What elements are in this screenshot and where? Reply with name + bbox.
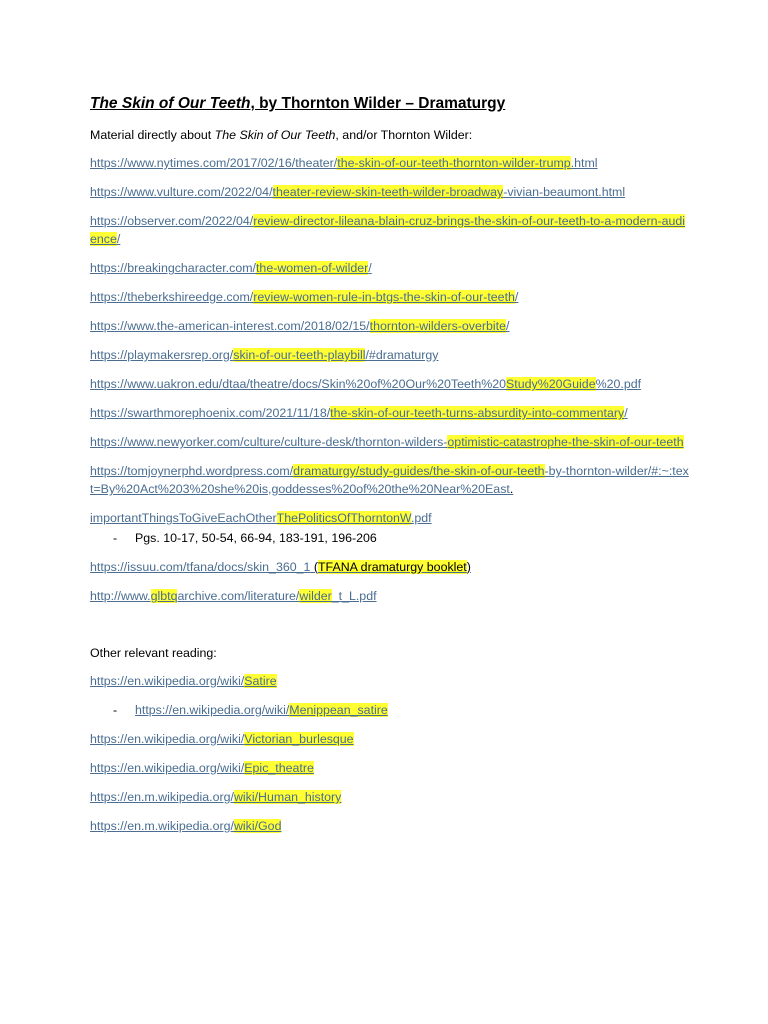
link-vulture[interactable] bbox=[90, 183, 690, 201]
link-nytimes[interactable] bbox=[90, 154, 690, 172]
link-highlight: the-women-of-wilder bbox=[255, 261, 369, 275]
link-highlight: skin-of-our-teeth-playbill bbox=[233, 348, 366, 362]
title-italic: The Skin of Our Teeth bbox=[90, 95, 251, 112]
link-politics-pdf[interactable] bbox=[90, 509, 690, 527]
link-observer[interactable] bbox=[90, 212, 690, 248]
link-part: / bbox=[116, 232, 121, 246]
link-part: / bbox=[624, 406, 628, 420]
link-part: https://en.wikipedia.org/wiki/ bbox=[90, 674, 245, 688]
link-part: -vivian-beaumont.html bbox=[503, 185, 626, 199]
bullet-dash: - bbox=[113, 531, 118, 545]
intro-italic: The Skin of Our Teeth bbox=[214, 128, 336, 142]
link-part: https://theberkshireedge.com/ bbox=[90, 290, 254, 304]
link-tomjoynerphd[interactable] bbox=[90, 462, 690, 498]
paren-open: ( bbox=[310, 560, 318, 574]
link-newyorker[interactable] bbox=[90, 433, 690, 451]
menippean-bullet bbox=[90, 701, 690, 719]
link-highlight: the-skin-of-our-teeth-thornton-wilder-trump bbox=[337, 156, 571, 170]
link-part: .html bbox=[570, 156, 598, 170]
link-wiki-god[interactable] bbox=[90, 817, 690, 835]
link-part: https://en.wikipedia.org/wiki/ bbox=[90, 761, 245, 775]
link-highlight: theater-review-skin-teeth-wilder-broadway bbox=[272, 185, 504, 199]
link-highlight: wiki/Human_history bbox=[233, 790, 342, 804]
link-highlight: Epic_theatre bbox=[244, 761, 314, 775]
link-highlight: Satire bbox=[244, 674, 277, 688]
paren-close: ) bbox=[466, 560, 471, 574]
link-part: / bbox=[368, 261, 372, 275]
link-highlight: the-skin-of-our-teeth-turns-absurdity-into-commentary bbox=[330, 406, 625, 420]
other-reading-heading: Other relevant reading: bbox=[90, 646, 217, 660]
link-highlight: thornton-wilders-overbite bbox=[369, 319, 506, 333]
link-part: https://playmakersrep.org/ bbox=[90, 348, 234, 362]
link-issuu-line bbox=[90, 558, 690, 576]
link-part: https://en.wikipedia.org/wiki/ bbox=[135, 703, 290, 717]
link-part: https://observer.com/2022/04/ bbox=[90, 214, 254, 228]
link-american-interest[interactable] bbox=[90, 317, 690, 335]
link-highlight: Study%20Guide bbox=[506, 377, 596, 391]
link-part: https://tomjoynerphd.wordpress.com/ bbox=[90, 464, 294, 478]
link-wiki-menippean[interactable] bbox=[135, 703, 388, 717]
link-wiki-epic-theatre[interactable] bbox=[90, 759, 690, 777]
pages-bullet bbox=[90, 529, 690, 547]
link-highlight: review-director-lileana-blain-cruz-brings-the-skin-of-our-teeth-to-a-modern-audience bbox=[90, 214, 686, 246]
link-part: / bbox=[505, 319, 510, 333]
link-part: http://www. bbox=[90, 589, 151, 603]
link-breakingcharacter[interactable] bbox=[90, 259, 690, 277]
link-highlight: ThePoliticsOfThorntonW bbox=[276, 511, 411, 525]
link-uakron[interactable] bbox=[90, 375, 690, 393]
link-issuu[interactable]: https://issuu.com/tfana/docs/skin_360_1 bbox=[90, 560, 311, 574]
document-title bbox=[90, 94, 690, 114]
link-highlight: wiki/God bbox=[233, 819, 282, 833]
link-part: %20.pdf bbox=[595, 377, 642, 391]
intro-line bbox=[90, 126, 690, 144]
intro-text-b: , and/or Thornton Wilder: bbox=[335, 128, 473, 142]
link-highlight: glbtq bbox=[150, 589, 178, 603]
bullet-dash: - bbox=[113, 703, 118, 717]
link-part: https://en.wikipedia.org/wiki/ bbox=[90, 732, 245, 746]
link-part: .pdf bbox=[410, 511, 432, 525]
link-wiki-victorian-burlesque[interactable] bbox=[90, 730, 690, 748]
link-part: / bbox=[514, 290, 519, 304]
link-part: importantThingsToGiveEachOther bbox=[90, 511, 277, 525]
link-playmakersrep[interactable] bbox=[90, 346, 690, 364]
link-highlight: wilder bbox=[299, 589, 332, 603]
link-part: https://www.nytimes.com/2017/02/16/theater/ bbox=[90, 156, 338, 170]
link-berkshireedge[interactable] bbox=[90, 288, 690, 306]
link-part: https://en.m.wikipedia.org/ bbox=[90, 790, 234, 804]
link-wiki-human-history[interactable] bbox=[90, 788, 690, 806]
link-part: https://en.m.wikipedia.org/ bbox=[90, 819, 234, 833]
link-part: _t_L.pdf bbox=[331, 589, 377, 603]
tfana-booklet-note: TFANA dramaturgy booklet bbox=[317, 560, 467, 574]
link-part: /#dramaturgy bbox=[365, 348, 439, 362]
document-body bbox=[90, 94, 690, 846]
link-highlight: Menippean_satire bbox=[289, 703, 388, 717]
link-part: https://www.uakron.edu/dtaa/theatre/docs/Skin%20of%20Our%20Teeth%20 bbox=[90, 377, 507, 391]
link-part: https://swarthmorephoenix.com/2021/11/18/ bbox=[90, 406, 331, 420]
title-rest: , by Thornton Wilder – Dramaturgy bbox=[250, 95, 506, 112]
link-highlight: optimistic-catastrophe-the-skin-of-our-teeth bbox=[447, 435, 684, 449]
link-part: https://breakingcharacter.com/ bbox=[90, 261, 256, 275]
link-part: -by-thornton-wilder/#:~:text=By%20Act%203%20she%20is,goddesses%20of%20the%20Near%20East bbox=[90, 464, 689, 496]
spacer bbox=[90, 616, 690, 644]
link-part: https://www.the-american-interest.com/2018/02/15/ bbox=[90, 319, 370, 333]
link-tail: . bbox=[509, 482, 514, 496]
intro-text-a: Material directly about bbox=[90, 128, 215, 142]
link-part: https://www.vulture.com/2022/04/ bbox=[90, 185, 273, 199]
link-highlight: Victorian_burlesque bbox=[244, 732, 354, 746]
link-swarthmorephoenix[interactable] bbox=[90, 404, 690, 422]
pages-text: Pgs. 10-17, 50-54, 66-94, 183-191, 196-206 bbox=[135, 531, 377, 545]
link-highlight: review-women-rule-in-btgs-the-skin-of-our-teeth bbox=[253, 290, 515, 304]
link-wiki-satire[interactable] bbox=[90, 672, 690, 690]
link-part: https://www.newyorker.com/culture/culture-desk/thornton-wilders- bbox=[90, 435, 448, 449]
link-glbtq[interactable] bbox=[90, 587, 690, 605]
link-part: archive.com/literature/ bbox=[177, 589, 300, 603]
link-highlight: dramaturgy/study-guides/the-skin-of-our-teeth bbox=[293, 464, 545, 478]
